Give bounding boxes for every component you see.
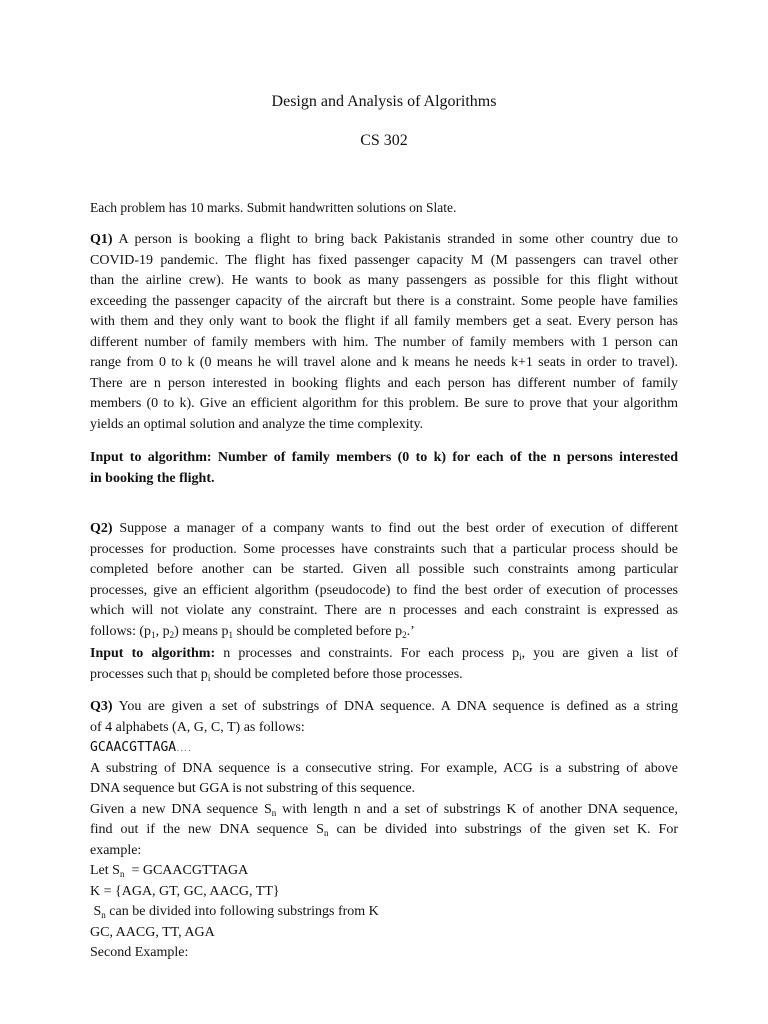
instructions: Each problem has 10 marks. Submit handwritten solutions on Slate. bbox=[90, 200, 457, 215]
q1-line: exceeding the passenger capacity of the aircraft but there is a constraint. Some people have families bbox=[90, 293, 678, 309]
q2-line: Suppose a manager of a company wants to find out the best order of execution of different bbox=[112, 521, 678, 536]
q3-label: Q3) bbox=[90, 699, 113, 714]
k-set: K = {AGA, GT, GC, AACG, TT} bbox=[90, 883, 280, 899]
q2-line: processes, give an efficient algorithm (pseudocode) to find the best order of execution of processes bbox=[90, 582, 678, 598]
q1-input bbox=[90, 448, 678, 489]
q1-line: with them and they only want to book the flight if all family members get a seat. Every person has bbox=[90, 314, 678, 329]
q1-line: members (0 to k). Give an efficient algorithm for this problem. Be sure to prove that your algorithm bbox=[90, 396, 678, 411]
q2-line: which will not violate any constraint. There are n processes and each constraint is expressed as bbox=[90, 603, 678, 618]
document-title: Design and Analysis of Algorithms bbox=[271, 93, 497, 110]
q1-input-line: in booking the flight. bbox=[90, 470, 215, 486]
question-2 bbox=[90, 519, 678, 642]
q2-label: Q2) bbox=[90, 521, 113, 536]
q2-line: completed before another can be started. Given all possible such constraints among particular bbox=[90, 562, 678, 577]
course-code: CS 302 bbox=[360, 132, 408, 149]
q1-line: yields an optimal solution and analyze the time complexity. bbox=[90, 416, 424, 432]
q2-line-last: follows: ($p_1$, $p_2$) means $p_1$ should be completed before $p_2$.’ bbox=[90, 623, 415, 640]
q1-line: range from 0 to k (0 means he will travel alone and k means he needs k+1 seats in order to travel). bbox=[90, 355, 678, 370]
dna-sequence: GCAACGTTAGA bbox=[90, 740, 177, 755]
q2-input: Input to algorithm: n processes and constraints. For each process $p_i$, you are given a list of processes such that $p_i$ should be completed before those processes. bbox=[90, 646, 679, 683]
question-1 bbox=[90, 230, 678, 435]
q1-line: different number of family members with him. The number of family members with 1 person can bbox=[90, 334, 678, 350]
q1-line: COVID-19 pandemic. The flight has fixed passenger capacity M (M passengers can travel other bbox=[90, 252, 678, 268]
q2-line: processes for production. Some processes have constraints such that a particular process should be bbox=[90, 541, 678, 557]
q1-label: Q1) bbox=[90, 232, 113, 247]
substring-parts: GC, AACG, TT, AGA bbox=[90, 924, 215, 940]
question-3: Q3) You are given a set of substrings of DNA sequence. A DNA sequence is defined as a string of 4 alphabets (A, G, C, T) as follows: GCAACGTTAGA…. A substring of DNA sequence is a consecutive string. For example, ACG is a substring of above DNA sequence but GGA is not substring of this sequence. Given a new DNA sequence $S_n$ with length n and a set of substrings K of another DNA sequence, find out if the new DNA sequence $S_n$ can be divided into substrings of the given set K. For example: Let $S_n$ = GCAACGTTAGA K = {AGA, GT, GC, AACG, TT} $S_n$ can be divided into following substrings from K GC, AACG, TT, AGA Second Example: bbox=[90, 699, 678, 960]
q1-line: A person is booking a flight to bring back Pakistanis stranded in some other country due to bbox=[112, 232, 678, 247]
q1-line: There are n person interested in booking flights and each person has different number of family bbox=[90, 375, 678, 391]
q2-input-label: Input to algorithm: bbox=[90, 646, 216, 661]
q1-line: than the airline crew). He wants to book as many passengers as possible for this flight without bbox=[90, 273, 678, 288]
q1-input-line: Input to algorithm: Number of family members (0 to k) for each of the n persons interested bbox=[90, 450, 678, 465]
